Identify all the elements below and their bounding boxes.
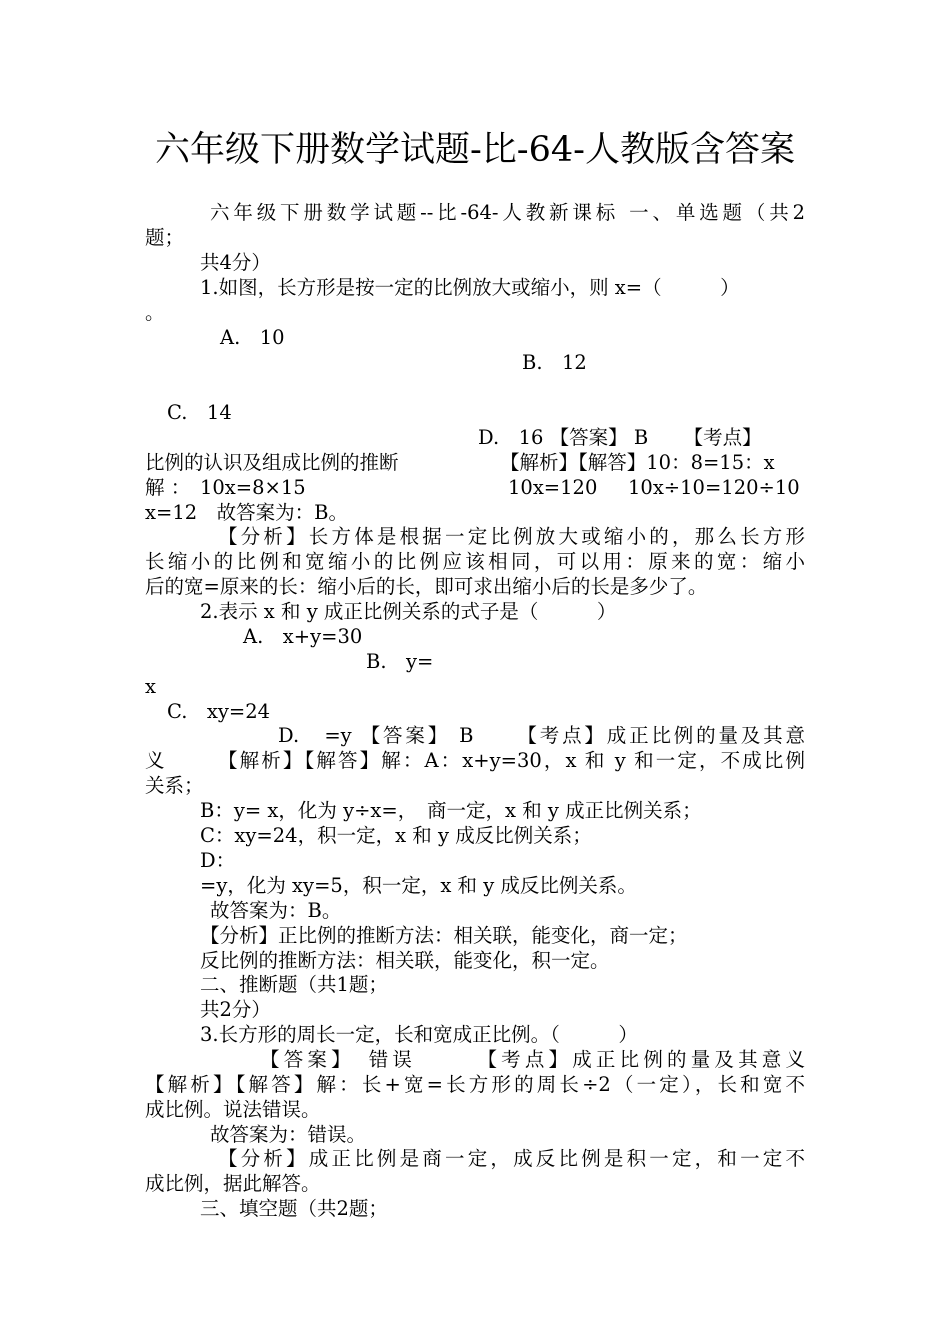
q1-solution: 【解析】【解答】10：8=15：x xyxy=(500,451,775,474)
q2-option-b: B. y= xyxy=(366,650,434,673)
section-one-heading-cont: 题； xyxy=(145,226,185,249)
question-1: 1.如图，长方形是按一定的比例放大或缩小，则 x=（ ） xyxy=(200,276,740,299)
q1-option-c: C. 14 xyxy=(167,401,232,424)
q2-knowledge-point-cont: 义 xyxy=(145,749,165,772)
q3-analysis: 【分析】成正比例是商一定，成反比例是积一定，和一定不 xyxy=(218,1147,805,1170)
q2-solution-d: D： xyxy=(200,849,236,872)
section-three-heading: 三、填空题（共2题； xyxy=(200,1197,388,1220)
q2-solution-c: C：xy=24，积一定，x 和 y 成反比例关系； xyxy=(200,824,592,847)
q2-option-b-cont: x xyxy=(145,675,156,698)
q2-solution: 【解析】【解答】解：A：x+y=30，x 和 y 和一定，不成比例 xyxy=(218,749,805,772)
document-title: 六年级下册数学试题-比-64-人教版含答案 xyxy=(154,130,796,170)
q2-solution-d-cont: =y，化为 xy=5，积一定，x 和 y 成反比例关系。 xyxy=(200,874,637,897)
q1-option-a: A. 10 xyxy=(220,326,285,349)
q2-solution-b: B：y= x，化为 y÷x=， 商一定，x 和 y 成正比例关系； xyxy=(200,799,702,822)
q2-option-d-answer: D. =y 【答案】 B 【考点】成正比例的量及其意 xyxy=(278,724,805,747)
q1-option-b: B. 12 xyxy=(522,351,587,374)
q1-analysis: 【分析】长方体是根据一定比例放大或缩小的，那么长方形 xyxy=(218,525,805,548)
q3-solution: 【解析】【解答】解：长+宽=长方形的周长÷2（一定），长和宽不 xyxy=(145,1073,805,1096)
q1-knowledge-point: 比例的认识及组成比例的推断 xyxy=(145,451,399,474)
q1-solution-step-3: 10x÷10=120÷10 xyxy=(628,476,800,499)
q1-solution-step-1: 解 ： 10x=8×15 xyxy=(145,476,306,499)
q2-option-c: C. xy=24 xyxy=(167,700,271,723)
question-3: 3.长方形的周长一定，长和宽成正比例。（ ） xyxy=(200,1023,638,1046)
q2-analysis-line-2: 反比例的推断方法：相关联，能变化，积一定。 xyxy=(200,949,610,972)
q3-solution-cont: 成比例。说法错误。 xyxy=(145,1098,321,1121)
q3-conclusion: 故答案为：错误。 xyxy=(210,1123,367,1146)
q1-solution-step-2: 10x=120 xyxy=(508,476,598,499)
section-two-score: 共2分） xyxy=(200,998,271,1021)
q2-analysis: 【分析】正比例的推断方法：相关联，能变化，商一定； xyxy=(200,924,688,947)
q3-analysis-cont: 成比例，据此解答。 xyxy=(145,1172,321,1195)
question-2: 2.表示 x 和 y 成正比例关系的式子是（ ） xyxy=(200,600,617,623)
question-1-cont: 。 xyxy=(145,301,165,324)
q2-solution-cont: 关系； xyxy=(145,774,204,797)
q2-conclusion: 故答案为：B。 xyxy=(210,899,342,922)
q2-option-a: A. x+y=30 xyxy=(243,625,363,648)
q1-analysis-line-3: 后的宽=原来的长：缩小后的长，即可求出缩小后的长是多少了。 xyxy=(145,575,708,598)
q1-option-d-answer: D. 16 【答案】 B 【考点】 xyxy=(478,426,762,449)
q1-analysis-line-2: 长缩小的比例和宽缩小的比例应该相同，可以用：原来的宽：缩小 xyxy=(145,550,805,573)
section-one-score: 共4分） xyxy=(200,251,271,274)
section-one-heading: 六年级下册数学试题--比-64-人教新课标 一、单选题（共2 xyxy=(210,201,805,224)
q1-conclusion: x=12 故答案为：B。 xyxy=(145,501,348,524)
q3-answer: 【答案】 错误 【考点】成正比例的量及其意义 xyxy=(260,1048,805,1071)
section-two-heading: 二、推断题（共1题； xyxy=(200,973,388,996)
